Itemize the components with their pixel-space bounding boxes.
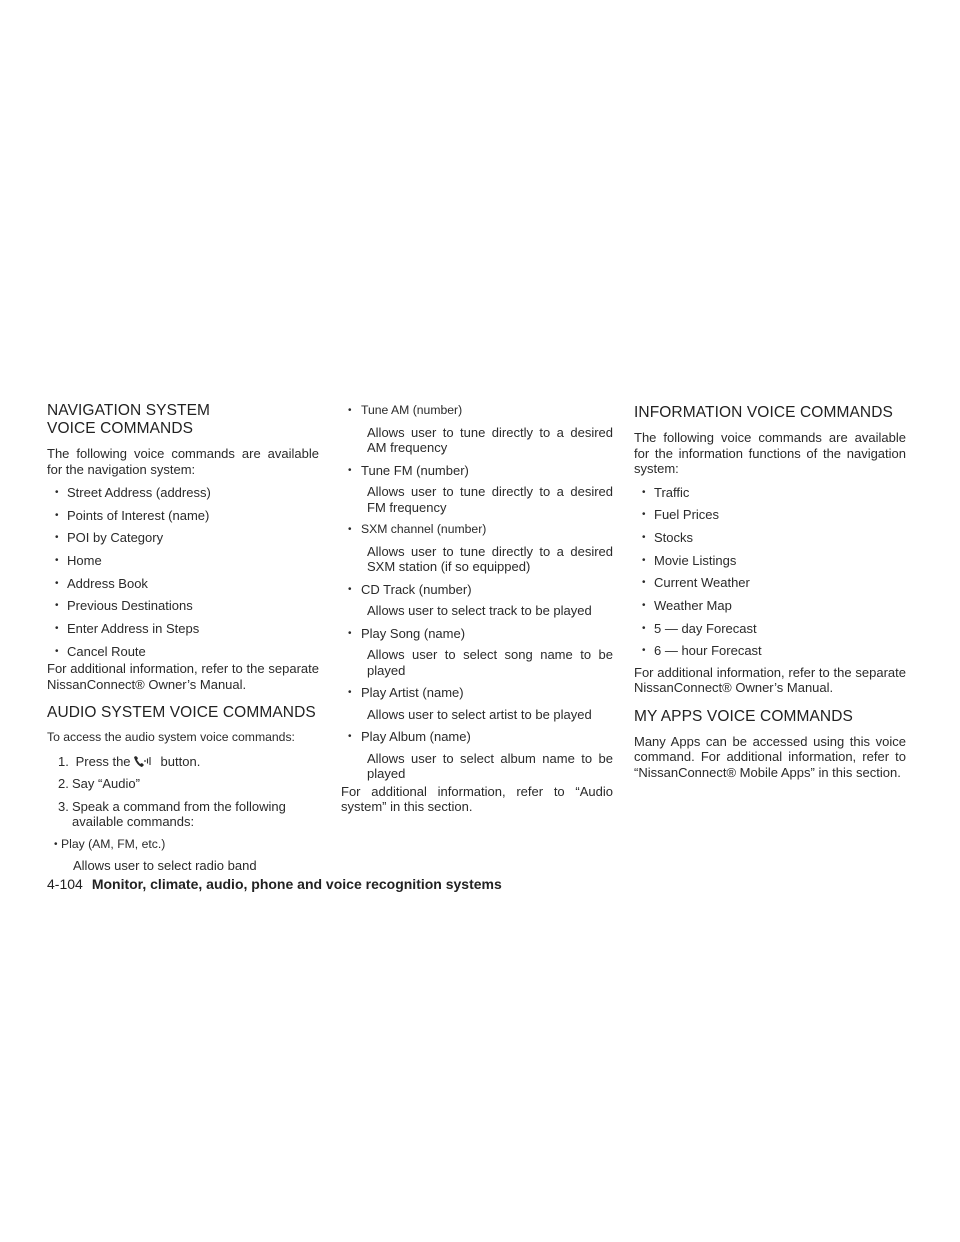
list-item: • Traffic bbox=[634, 485, 906, 501]
list-item: • POI by Category bbox=[47, 530, 319, 546]
step-3: 3. Speak a command from the following available commands: bbox=[58, 798, 286, 830]
info-command-list bbox=[634, 485, 906, 659]
list-item: • Weather Map bbox=[634, 598, 906, 614]
list-item: • Fuel Prices bbox=[634, 507, 906, 523]
list-item: • Previous Destinations bbox=[47, 598, 319, 614]
nav-outro: For additional information, refer to the separate NissanConnect® Owner’s Manual. bbox=[47, 661, 319, 692]
audio-command: • Play Album (name) Allows user to select album name to be played bbox=[341, 729, 613, 782]
audio-outro: For additional information, refer to “Audio system” in this section. bbox=[341, 783, 613, 814]
list-item: • 5 — day Forecast bbox=[634, 621, 906, 637]
nav-heading: NAVIGATION SYSTEM VOICE COMMANDS bbox=[47, 402, 211, 437]
info-heading: INFORMATION VOICE COMMANDS bbox=[634, 404, 893, 421]
column-right bbox=[634, 404, 906, 780]
page-number: 4-104 bbox=[47, 876, 83, 892]
list-item: • Movie Listings bbox=[634, 553, 906, 569]
audio-steps bbox=[47, 754, 319, 830]
list-item: • Address Book bbox=[47, 576, 319, 592]
list-item: • Street Address (address) bbox=[47, 485, 319, 501]
list-item: • Cancel Route bbox=[47, 644, 319, 660]
audio-intro: To access the audio system voice commands: bbox=[47, 730, 295, 745]
list-item: • Enter Address in Steps bbox=[47, 621, 319, 637]
info-outro: For additional information, refer to the separate NissanConnect® Owner’s Manual. bbox=[634, 664, 906, 696]
step-1: 1. Press the button. bbox=[58, 753, 201, 769]
info-intro: The following voice commands are available for the information functions of the navigation system: bbox=[634, 430, 906, 476]
audio-command: • Play (AM, FM, etc.) Allows user to select radio band bbox=[47, 837, 319, 874]
column-left bbox=[47, 402, 319, 881]
list-item: • Home bbox=[47, 553, 319, 569]
audio-command: • Play Artist (name) Allows user to select artist to be played bbox=[341, 685, 613, 722]
list-item: • 6 — hour Forecast bbox=[634, 643, 906, 659]
audio-command: • Tune AM (number) Allows user to tune directly to a desired AM frequency bbox=[341, 403, 613, 456]
audio-command: • Tune FM (number) Allows user to tune directly to a desired FM frequency bbox=[341, 463, 613, 516]
step-2: 2. Say “Audio” bbox=[58, 776, 140, 792]
list-item: • Stocks bbox=[634, 530, 906, 546]
voice-recognition-icon bbox=[133, 754, 153, 768]
list-item: • Points of Interest (name) bbox=[47, 508, 319, 524]
audio-command: • CD Track (number) Allows user to select track to be played bbox=[341, 582, 613, 619]
nav-command-list bbox=[47, 485, 319, 659]
audio-command: • SXM channel (number) Allows user to tune directly to a desired SXM station (if so equipped) bbox=[341, 522, 613, 575]
list-item: • Current Weather bbox=[634, 575, 906, 591]
chapter-title: Monitor, climate, audio, phone and voice recognition systems bbox=[91, 876, 502, 892]
page-footer bbox=[47, 876, 502, 892]
column-middle bbox=[341, 403, 613, 815]
audio-heading: AUDIO SYSTEM VOICE COMMANDS bbox=[47, 704, 316, 722]
audio-command: • Play Song (name) Allows user to select song name to be played bbox=[341, 626, 613, 679]
apps-heading: MY APPS VOICE COMMANDS bbox=[634, 707, 853, 725]
nav-intro: The following voice commands are available for the navigation system: bbox=[47, 446, 319, 477]
apps-body: Many Apps can be accessed using this voice command. For additional information, refer to “NissanConnect® Mobile Apps” in this section. bbox=[634, 733, 906, 780]
